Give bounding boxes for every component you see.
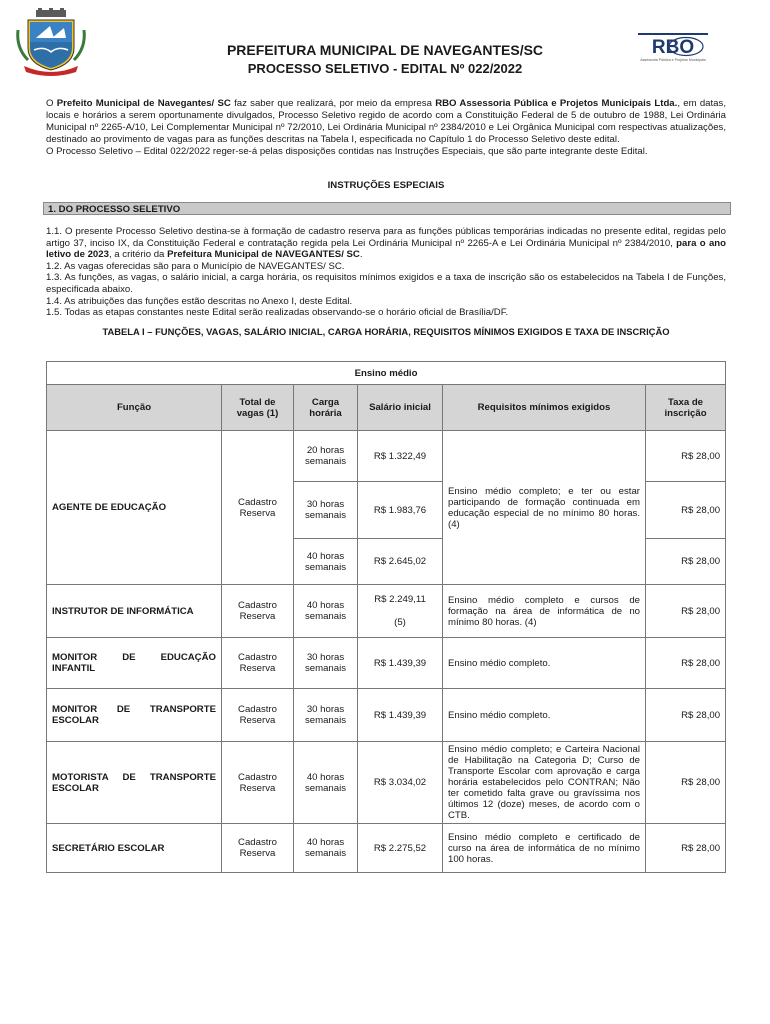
salario-value: R$ 2.249,11: [374, 594, 426, 605]
taxa-cell: R$ 28,00: [646, 482, 726, 539]
item-1-3: 1.3. As funções, as vagas, o salário inicial, a carga horária, os requisitos mínimos exigidos e a taxa de inscrição são os estabelecidos na Tabela I de Funções, especificada abaixo.: [46, 272, 726, 295]
svg-text:RBO: RBO: [651, 37, 695, 58]
section-1-body: [46, 226, 726, 319]
funcao-word: TRANSPORTE: [149, 704, 216, 715]
item-text-run: 1.1. O presente Processo Seletivo destina-se à formação de cadastro reserva para as funções públicas temporárias indicadas no presente edital, regidas pelo artigo 37, inciso IX, da Constituição Federal e contratação regida pela Lei Ordinária Municipal nº 2265-A e Lei Ordinária Municipal nº 2384/2010,: [46, 226, 726, 249]
item-1-5: 1.5. Todas as etapas constantes neste Edital serão realizadas observando-se o horário oficial de Brasília/DF.: [46, 307, 509, 319]
salario-cell: R$ 3.034,02: [358, 742, 443, 824]
carga-cell: 40 horas semanais: [294, 539, 358, 585]
salario-cell: R$ 1.439,39: [358, 638, 443, 689]
item-1-4: 1.4. As atribuições das funções estão descritas no Anexo I, deste Edital.: [46, 295, 353, 307]
taxa-cell: R$ 28,00: [646, 585, 726, 638]
vagas-cell: Cadastro Reserva: [222, 689, 294, 742]
instructions-heading: INSTRUÇÕES ESPECIAIS: [327, 180, 445, 191]
requisitos-cell: Ensino médio completo e certificado de curso na área de informática de no mínimo 100 horas.: [443, 824, 646, 873]
table-row: [47, 431, 726, 482]
intro-text-run: , em datas, locais e horários a serem oportunamente divulgados, Processo Seletivo regido de acordo com a Constituição Federal de 5 de outubro de 1988, Lei Ordinária Municipal nº 2265-A/10, Lei Complementar Municipal nº 72/2010, Lei Ordinária Municipal nº 2384/2010 e Lei Orgânica Municipal com respectivas atualizações, destinado ao provimento de vagas para as funções descritas na Tabela I, especificada no Capítulo 1 do Processo Seletivo deste edital.: [46, 98, 726, 145]
salario-cell: [358, 585, 443, 638]
column-header-vagas: Total de vagas (1): [222, 385, 294, 431]
taxa-cell: R$ 28,00: [646, 431, 726, 482]
carga-cell: 30 horas semanais: [294, 689, 358, 742]
intro-paragraph-2: O Processo Seletivo – Edital 022/2022 reger-se-á pelas disposições contidas nas Instruções Especiais, que são parte integrante deste Edital.: [46, 145, 648, 157]
svg-text:Assessoria Pública e Projetos: Assessoria Pública e Projetos Municipais: [640, 58, 706, 62]
salario-note: (5): [394, 617, 406, 628]
column-header-funcao: Função: [47, 385, 222, 431]
funcao-cell: MOTORISTA DE TRANSPORTE ESCOLAR: [47, 742, 222, 824]
funcao-word: EDUCAÇÃO: [160, 652, 216, 663]
table-row: [47, 824, 726, 873]
item-text-run: , a critério da: [108, 249, 168, 261]
column-header-carga: Carga horária: [294, 385, 358, 431]
table-row: [47, 585, 726, 638]
item-1-2: 1.2. As vagas oferecidas são para o Município de NAVEGANTES/ SC.: [46, 260, 345, 272]
item-1-1: [46, 226, 726, 261]
carga-cell: 20 horas semanais: [294, 431, 358, 482]
vagas-cell: Cadastro Reserva: [222, 742, 294, 824]
taxa-cell: R$ 28,00: [646, 824, 726, 873]
item-text-run: para o ano letivo de 2023: [46, 237, 726, 261]
funcao-cell: INSTRUTOR DE INFORMÁTICA: [47, 585, 222, 638]
vagas-cell: Cadastro Reserva: [222, 824, 294, 873]
item-text-run: Prefeitura Municipal de NAVEGANTES/ SC: [167, 249, 360, 261]
functions-table: [46, 361, 726, 873]
table-row: [47, 638, 726, 689]
table-caption: TABELA I – FUNÇÕES, VAGAS, SALÁRIO INICIAL, CARGA HORÁRIA, REQUISITOS MÍNIMOS EXIGIDOS E TAXA DE INSCRIÇÃO: [102, 326, 670, 337]
requisitos-cell: Ensino médio completo; e ter ou estar participando de formação continuada em educação especial de no mínimo 80 horas. (4): [443, 431, 646, 585]
intro-paragraph: [46, 98, 726, 146]
intro-text-run: Prefeito Municipal de Navegantes/ SC: [56, 98, 231, 109]
salario-cell: R$ 2.275,52: [358, 824, 443, 873]
vagas-cell: Cadastro Reserva: [222, 431, 294, 585]
intro-text: [46, 98, 726, 158]
salario-cell: R$ 1.439,39: [358, 689, 443, 742]
funcao-cell: [47, 689, 222, 742]
column-header-salario: Salário inicial: [358, 385, 443, 431]
column-header-requisitos: Requisitos mínimos exigidos: [443, 385, 646, 431]
intro-text-run: RBO Assessoria Pública e Projetos Municipais Ltda.: [435, 98, 678, 109]
funcao-word: DE: [116, 704, 131, 715]
intro-text-run: faz saber que realizará, por meio da empresa: [230, 98, 436, 109]
funcao-cell: [47, 638, 222, 689]
vagas-cell: Cadastro Reserva: [222, 638, 294, 689]
vagas-cell: Cadastro Reserva: [222, 585, 294, 638]
carga-cell: 40 horas semanais: [294, 585, 358, 638]
carga-cell: 40 horas semanais: [294, 824, 358, 873]
taxa-cell: R$ 28,00: [646, 539, 726, 585]
taxa-cell: R$ 28,00: [646, 742, 726, 824]
requisitos-cell: Ensino médio completo.: [443, 689, 646, 742]
salario-cell: R$ 1.983,76: [358, 482, 443, 539]
funcao-line-2: INFANTIL: [52, 663, 96, 674]
funcao-line-2: ESCOLAR: [52, 715, 99, 726]
table-group-header: Ensino médio: [47, 362, 726, 385]
document-header: [100, 42, 670, 77]
salario-cell: R$ 1.322,49: [358, 431, 443, 482]
municipal-crest-icon: [14, 8, 88, 76]
requisitos-cell: Ensino médio completo e cursos de formação na área de informática de no mínimo 80 horas. (4): [443, 585, 646, 638]
column-header-taxa: Taxa de inscrição: [646, 385, 726, 431]
carga-cell: 30 horas semanais: [294, 638, 358, 689]
taxa-cell: R$ 28,00: [646, 689, 726, 742]
taxa-cell: R$ 28,00: [646, 638, 726, 689]
requisitos-cell: Ensino médio completo.: [443, 638, 646, 689]
document-subtitle: PROCESSO SELETIVO - EDITAL Nº 022/2022: [247, 61, 523, 76]
funcao-word: MONITOR: [52, 704, 98, 715]
table-row: [47, 689, 726, 742]
funcao-word: MONITOR: [52, 652, 98, 663]
item-text-run: .: [359, 249, 363, 261]
table-row: [47, 742, 726, 824]
carga-cell: 40 horas semanais: [294, 742, 358, 824]
intro-text-run: O: [46, 98, 57, 109]
funcao-cell: AGENTE DE EDUCAÇÃO: [47, 431, 222, 585]
salario-cell: R$ 2.645,02: [358, 539, 443, 585]
funcao-cell: SECRETÁRIO ESCOLAR: [47, 824, 222, 873]
requisitos-cell: Ensino médio completo; e Carteira Nacional de Habilitação na Categoria D; Curso de Transporte Escolar com aprovação e carga horária estabelecidos pelo CONTRAN; Não ter cometido falta grave ou gravíssima nos últimos 12 (doze) meses, de acordo com o CTB.: [443, 742, 646, 824]
document-title: PREFEITURA MUNICIPAL DE NAVEGANTES/SC: [226, 42, 544, 58]
carga-cell: 30 horas semanais: [294, 482, 358, 539]
funcao-word: DE: [122, 652, 136, 663]
section-1-heading: 1. DO PROCESSO SELETIVO: [43, 202, 731, 215]
